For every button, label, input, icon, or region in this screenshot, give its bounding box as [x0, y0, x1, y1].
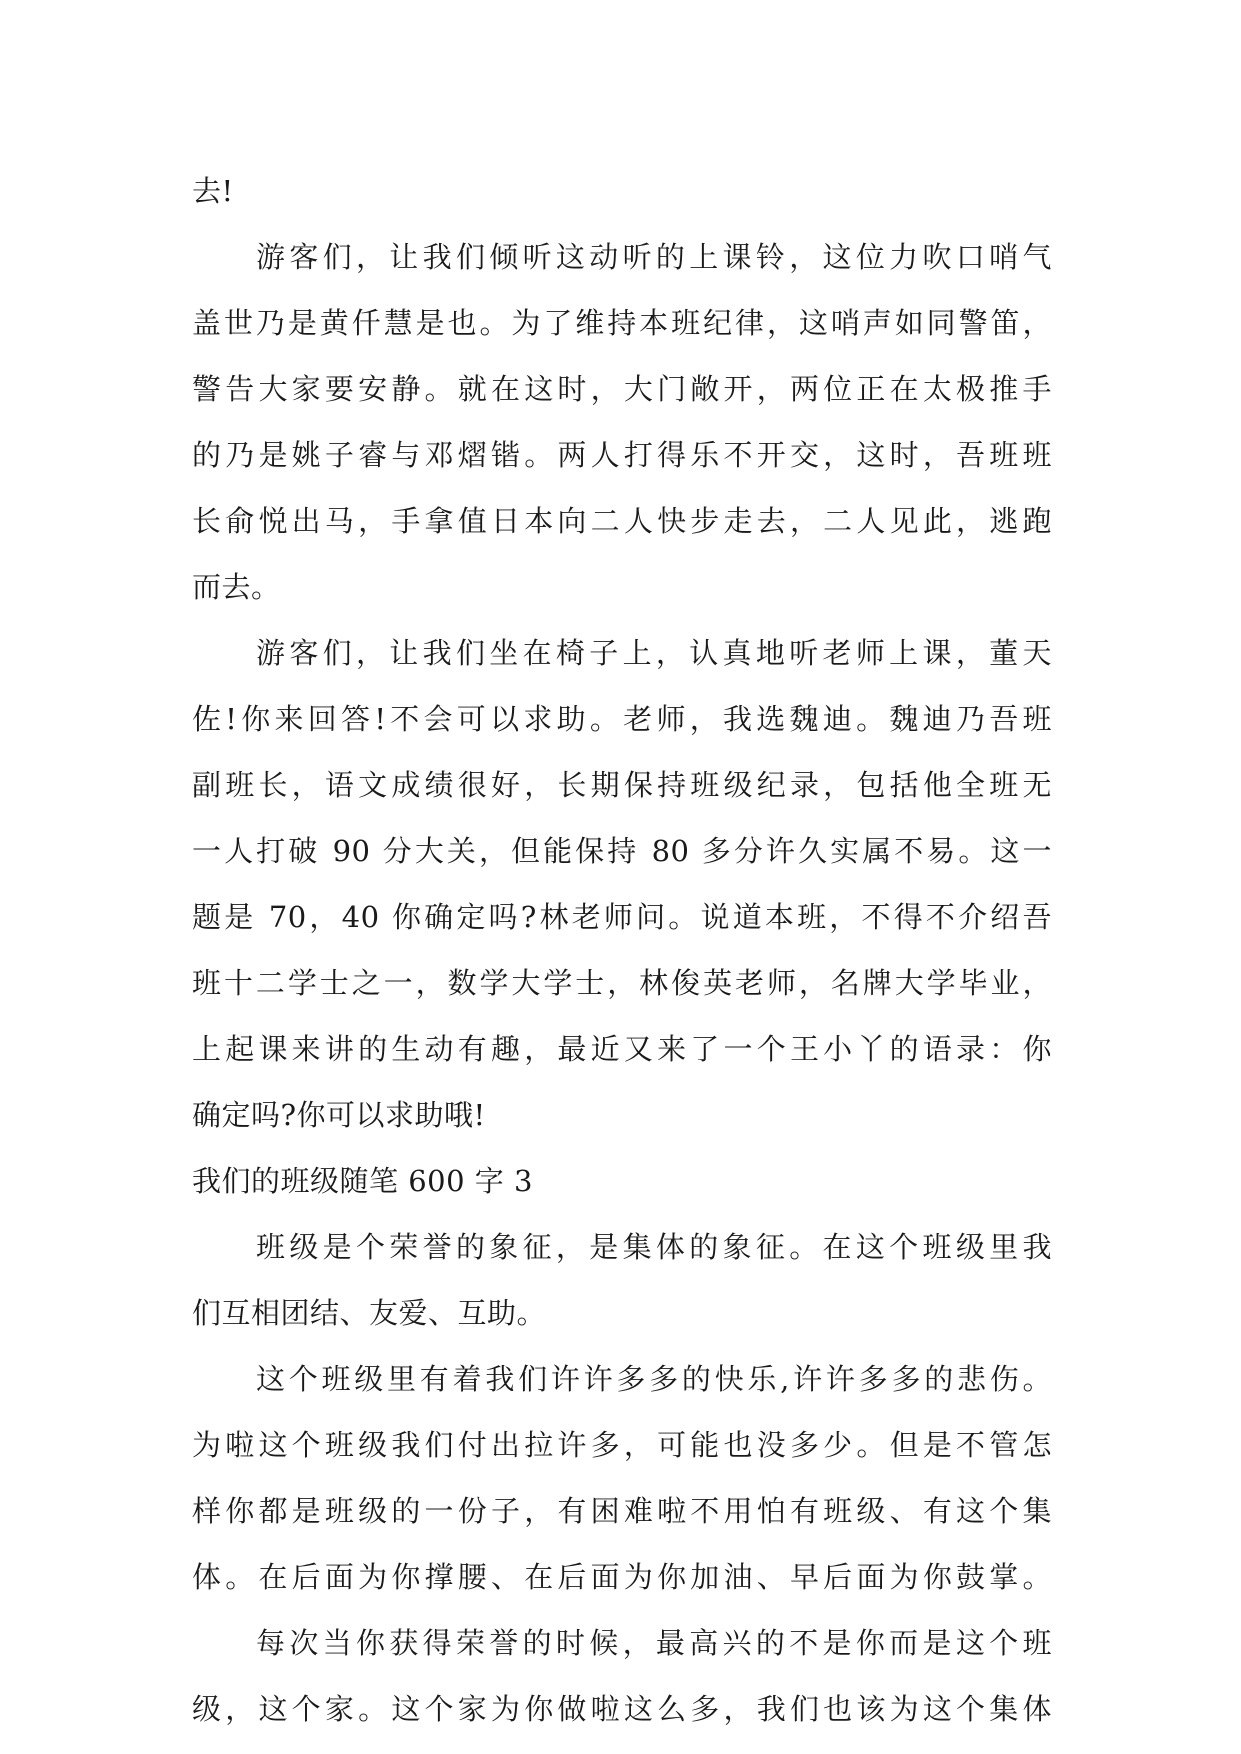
text-line: 上起课来讲的生动有趣，最近又来了一个王小丫的语录：你: [192, 1032, 1052, 1066]
text-line: 游客们，让我们倾听这动听的上课铃，这位力吹口哨气: [256, 240, 1052, 274]
paragraph-family: [192, 1610, 1052, 1742]
text-line: 警告大家要安静。就在这时，大门敞开，两位正在太极推手: [192, 372, 1052, 406]
text-line: 去!: [192, 174, 234, 208]
text-line: 一人打破 90 分大关，但能保持 80 多分许久实属不易。这一: [192, 834, 1052, 868]
text-line: 班十二学士之一，数学大学士，林俊英老师，名牌大学毕业，: [192, 966, 1052, 1000]
text-line: 班级是个荣誉的象征，是集体的象征。在这个班级里我: [256, 1230, 1052, 1264]
paragraph-whistle: [192, 224, 1052, 620]
text-line: 每次当你获得荣誉的时候，最高兴的不是你而是这个班: [256, 1626, 1052, 1660]
text-line: 为啦这个班级我们付出拉许多，可能也没多少。但是不管怎: [192, 1428, 1052, 1462]
text-line: 副班长，语文成绩很好，长期保持班级纪录，包括他全班无: [192, 768, 1052, 802]
text-line: 佐!你来回答!不会可以求助。老师，我选魏迪。魏迪乃吾班: [192, 702, 1052, 736]
paragraph-classroom: [192, 620, 1052, 1148]
text-line: 游客们，让我们坐在椅子上，认真地听老师上课，董天: [256, 636, 1052, 670]
text-line: 体。在后面为你撑腰、在后面为你加油、早后面为你鼓掌。: [192, 1560, 1052, 1594]
text-line: 而去。: [192, 570, 281, 604]
section-heading: 我们的班级随笔 600 字 3: [192, 1164, 533, 1198]
text-line: 级，这个家。这个家为你做啦这么多，我们也该为这个集体: [192, 1692, 1052, 1726]
text-line: 这个班级里有着我们许许多多的快乐,许许多多的悲伤。: [256, 1362, 1052, 1396]
text-line: 们互相团结、友爱、互助。: [192, 1296, 547, 1330]
text-line: 盖世乃是黄仟慧是也。为了维持本班纪律，这哨声如同警笛，: [192, 306, 1052, 340]
text-line: 确定吗?你可以求助哦!: [192, 1098, 486, 1132]
text-line: 的乃是姚子睿与邓熠锴。两人打得乐不开交，这时，吾班班: [192, 438, 1052, 472]
document-page: [192, 158, 1052, 1742]
paragraph-continuation: [192, 158, 1052, 224]
text-line: 长俞悦出马，手拿值日本向二人快步走去，二人见此，逃跑: [192, 504, 1052, 538]
paragraph-joy-sorrow: [192, 1346, 1052, 1610]
text-line: 样你都是班级的一份子，有困难啦不用怕有班级、有这个集: [192, 1494, 1052, 1528]
text-line: 题是 70，40 你确定吗?林老师问。说道本班，不得不介绍吾: [192, 900, 1052, 934]
paragraph-honor: [192, 1214, 1052, 1346]
